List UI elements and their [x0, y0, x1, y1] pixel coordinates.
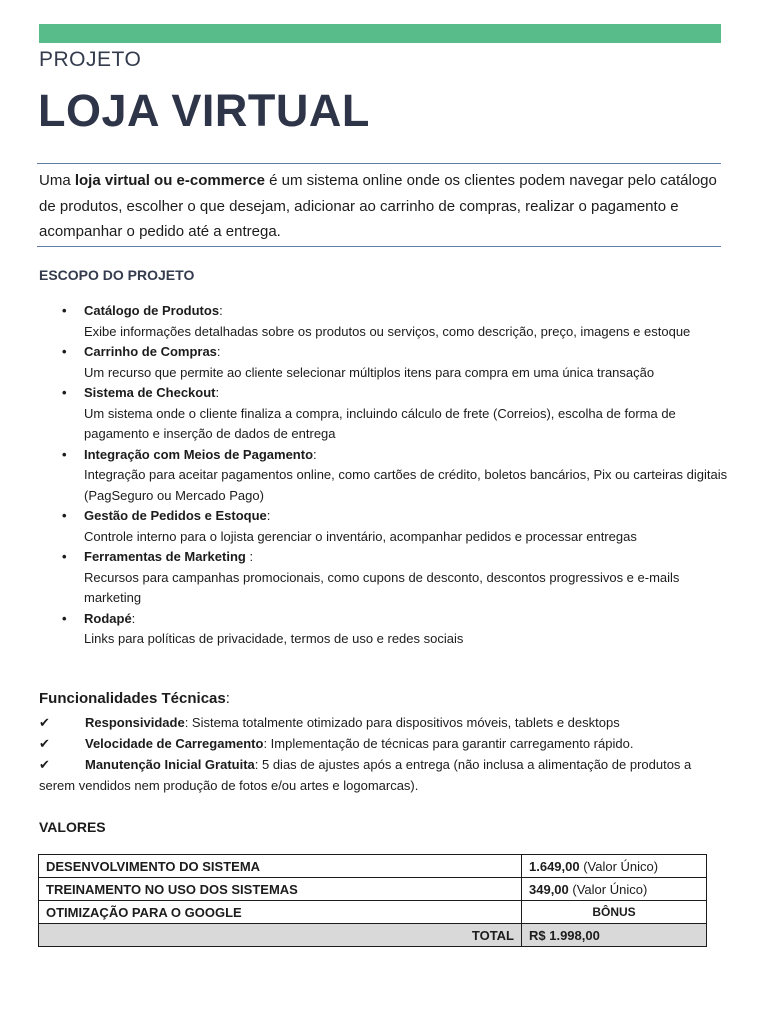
- checkmark-icon: ✔: [39, 715, 50, 730]
- feature-title: Manutenção Inicial Gratuita: [85, 757, 255, 772]
- scope-item-title: Carrinho de Compras: [84, 344, 217, 359]
- pricing-note: (Valor Único): [579, 858, 659, 874]
- pricing-amount: 349,00: [529, 881, 569, 897]
- features-heading: [39, 690, 230, 707]
- scope-item: [62, 383, 732, 445]
- pricing-amount: 1.649,00: [529, 858, 580, 874]
- feature-description: : Sistema totalmente otimizado para dispositivos móveis, tablets e desktops: [184, 715, 620, 730]
- total-row: [39, 924, 707, 947]
- document-title: LOJA VIRTUAL: [38, 85, 370, 136]
- bullet-icon: •: [62, 303, 67, 318]
- scope-item-separator: :: [266, 508, 271, 523]
- intro-top-divider: [37, 163, 721, 164]
- bullet-icon: •: [62, 344, 67, 359]
- scope-item-separator: :: [131, 610, 136, 626]
- feature-description: : Implementação de técnicas para garantir carregamento rápido.: [263, 736, 634, 751]
- scope-item-separator: :: [313, 446, 317, 462]
- scope-item-description: Exibe informações detalhadas sobre os produtos ou serviços, como descrição, preço, imagens e estoque: [84, 323, 691, 339]
- scope-item-title: Rodapé: [84, 610, 132, 626]
- pricing-item-value: [522, 855, 707, 878]
- checkmark-icon: ✔: [39, 757, 50, 772]
- scope-item: [62, 609, 732, 650]
- bullet-icon: •: [62, 508, 67, 523]
- accent-bar: [39, 24, 721, 43]
- scope-item-description: Links para políticas de privacidade, termos de uso e redes sociais: [84, 631, 464, 646]
- feature-description: : 5 dias de ajustes após a entrega (não inclusa a alimentação de produtos a serem vendidos nem produção de fotos e/ou artes e logomarcas).: [39, 757, 692, 793]
- scope-list: [62, 301, 732, 650]
- scope-item-description: Controle interno para o lojista gerenciar o inventário, acompanhar pedidos e processar entregas: [84, 528, 637, 544]
- scope-item: [62, 547, 732, 609]
- scope-item-description: Integração para aceitar pagamentos online, como cartões de crédito, boletos bancários, Pix ou carteiras digitais (PagSeguro ou Mercado Pago): [84, 467, 728, 503]
- pricing-note: (Valor Único): [568, 881, 648, 897]
- pricing-table: [38, 854, 707, 947]
- feature-item: [39, 754, 719, 796]
- bullet-icon: •: [62, 385, 67, 400]
- document-kicker: PROJETO: [39, 48, 142, 71]
- intro-emphasis: loja virtual ou e-commerce: [74, 172, 265, 189]
- scope-item-separator: :: [245, 549, 254, 564]
- scope-item-separator: :: [219, 303, 223, 318]
- pricing-item-value: [522, 901, 707, 924]
- intro-paragraph: [39, 168, 723, 245]
- features-heading-text: Funcionalidades Técnicas: [39, 690, 226, 707]
- pricing-item-label: DESENVOLVIMENTO DO SISTEMA: [39, 855, 522, 878]
- scope-item: [62, 301, 732, 342]
- scope-item-title: Catálogo de Produtos: [84, 303, 220, 318]
- features-list: [39, 712, 719, 796]
- scope-item-title: Integração com Meios de Pagamento: [84, 446, 314, 462]
- scope-heading: ESCOPO DO PROJETO: [39, 267, 195, 283]
- feature-item: [39, 712, 719, 733]
- bullet-icon: •: [62, 610, 67, 626]
- scope-item-title: Gestão de Pedidos e Estoque: [84, 508, 267, 523]
- scope-item-separator: :: [215, 385, 220, 400]
- total-label: TOTAL: [39, 924, 522, 947]
- intro-text-end: é um sistema online onde os clientes podem navegar pelo catálogo de produtos, escolher o que desejam, adicionar ao carrinho de compras, realizar o pagamento e acompanhar o pedido até a entrega.: [39, 172, 717, 240]
- pricing-item-value: [522, 878, 707, 901]
- table-row: [39, 878, 707, 901]
- scope-item-description: Um recurso que permite ao cliente selecionar múltiplos itens para compra em uma única transação: [84, 364, 655, 380]
- total-value: R$ 1.998,00: [522, 924, 707, 947]
- pricing-item-label: TREINAMENTO NO USO DOS SISTEMAS: [39, 878, 522, 901]
- scope-item-separator: :: [216, 344, 221, 359]
- bonus-badge: BÔNUS: [592, 905, 636, 919]
- scope-item: [62, 342, 732, 383]
- scope-item-description: Recursos para campanhas promocionais, como cupons de desconto, descontos progressivos e e-mails marketing: [84, 569, 680, 605]
- scope-item-title: Ferramentas de Marketing: [84, 549, 246, 564]
- scope-item-title: Sistema de Checkout: [84, 385, 216, 400]
- scope-item: [62, 506, 732, 547]
- feature-title: Velocidade de Carregamento: [85, 736, 264, 751]
- intro-bottom-divider: [37, 246, 721, 247]
- scope-item: [62, 445, 732, 507]
- intro-text-start: Uma: [39, 172, 75, 189]
- feature-title: Responsividade: [85, 715, 185, 730]
- bullet-icon: •: [62, 549, 67, 564]
- features-heading-separator: :: [225, 690, 230, 707]
- table-row: [39, 901, 707, 924]
- feature-item: [39, 733, 719, 754]
- pricing-heading: VALORES: [39, 819, 106, 835]
- pricing-item-label: OTIMIZAÇÃO PARA O GOOGLE: [39, 901, 522, 924]
- scope-item-description: Um sistema onde o cliente finaliza a compra, incluindo cálculo de frete (Correios), escolha de forma de pagamento e inserção de dados de entrega: [84, 405, 676, 441]
- checkmark-icon: ✔: [39, 736, 50, 751]
- bullet-icon: •: [62, 446, 67, 462]
- table-row: [39, 855, 707, 878]
